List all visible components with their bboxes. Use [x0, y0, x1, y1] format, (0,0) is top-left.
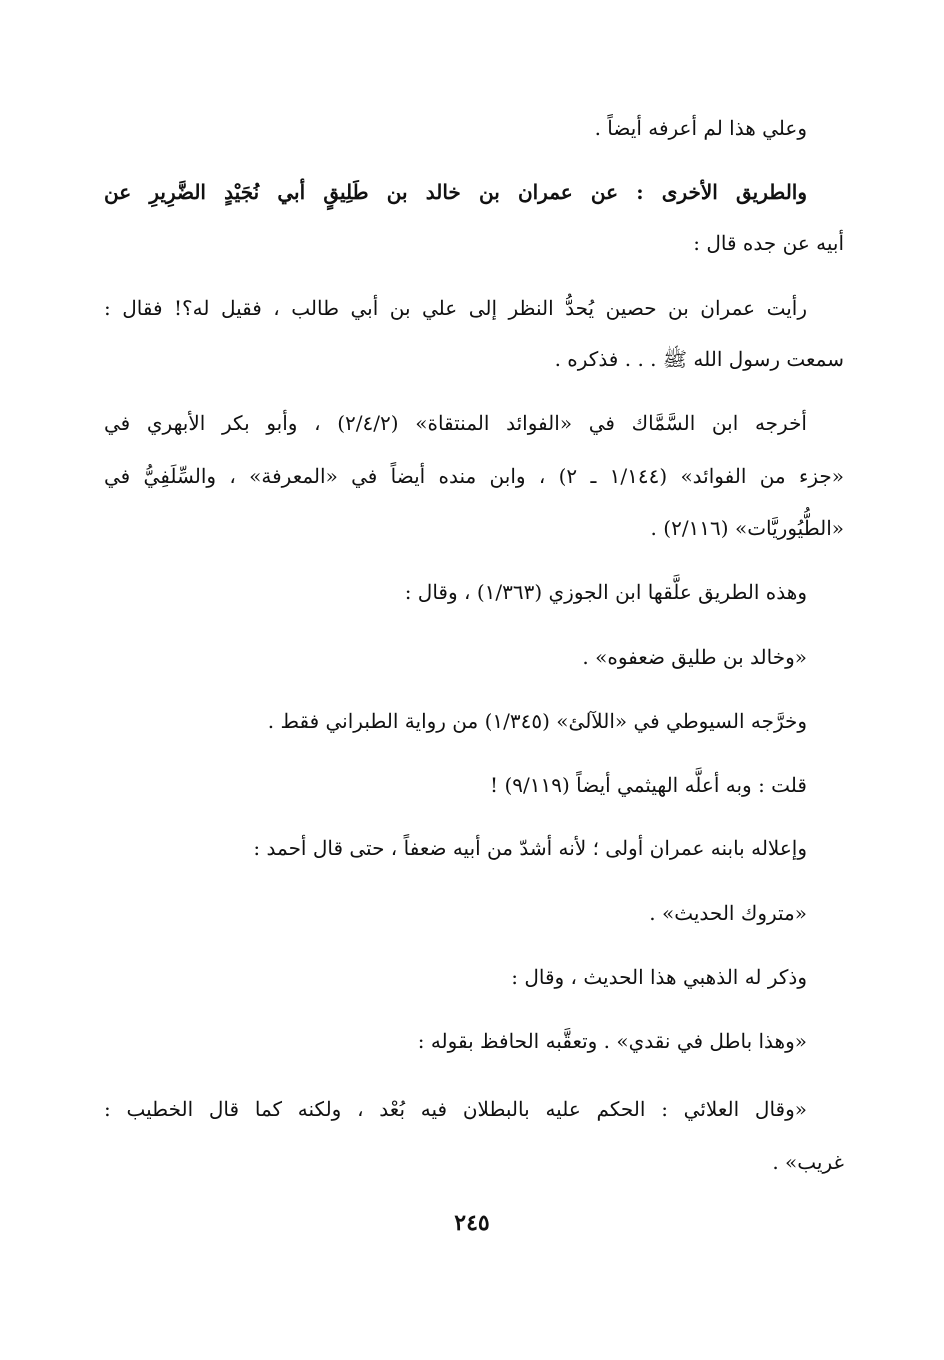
text-line-12: قلت : وبه أعلَّه الهيثمي أيضاً (٩/١١٩) ! — [490, 773, 807, 797]
text-line-17: «وقال العلائي : الحكم عليه بالبطلان فيه بُعْد ، ولكنه كما قال الخطيب : — [104, 1097, 807, 1121]
text-line-14: «متروك الحديث» . — [649, 901, 807, 925]
text-line-2: والطريق الأخرى : عن عمران بن خالد بن طَلِيقٍ أبي نُجَيْدٍ الضَّرِيرِ عن — [104, 180, 807, 204]
text-line-5: سمعت رسول الله ﷺ . . . فذكره . — [554, 347, 844, 371]
text-line-13: وإعلاله بابنه عمران أولى ؛ لأنه أشدّ من أبيه ضعفاً ، حتى قال أحمد : — [253, 836, 807, 860]
text-line-18: غريب» . — [772, 1150, 844, 1174]
text-line-9: وهذه الطريق علَّقها ابن الجوزي (١/٣٦٣) ، وقال : — [404, 580, 807, 604]
text-line-10: «وخالد بن طليق ضعفوه» . — [582, 645, 807, 669]
text-line-6: أخرجه ابن السَّمَّاك في «الفوائد المنتقاة» (٢/٤/٢) ، وأبو بكر الأبهري في — [104, 411, 807, 435]
page-number: ٢٤٥ — [454, 1210, 490, 1236]
text-line-1: وعلي هذا لم أعرفه أيضاً . — [594, 116, 807, 140]
text-line-4: رأيت عمران بن حصين يُحدُّ النظر إلى علي بن أبي طالب ، فقيل له؟! فقال : — [104, 296, 807, 320]
text-line-15: وذكر له الذهبي هذا الحديث ، وقال : — [511, 965, 807, 989]
text-line-7: «جزء من الفوائد» (١/١٤٤ ـ ٢) ، وابن منده أيضاً في «المعرفة» ، والسِّلَفِيُّ في — [104, 464, 844, 488]
text-line-8: «الطُّيُوريَّات» (٢/١١٦) . — [650, 516, 844, 540]
text-line-3: أبيه عن جده قال : — [693, 231, 844, 255]
text-line-11: وخرَّجه السيوطي في «اللآلئ» (١/٣٤٥) من رواية الطبراني فقط . — [267, 709, 807, 733]
text-line-16: «وهذا باطل في نقدي» . وتعقَّبه الحافظ بقوله : — [417, 1029, 807, 1053]
